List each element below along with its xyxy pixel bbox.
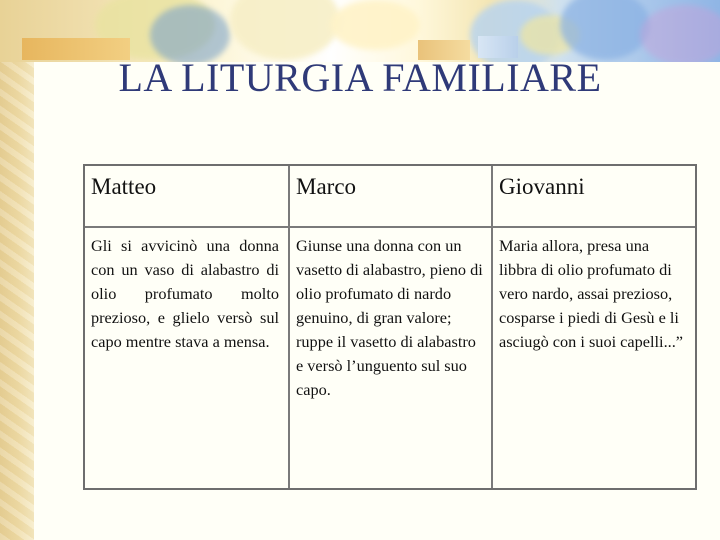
banner-flower-shape	[330, 0, 420, 50]
cell-marco-text: Giunse una donna con un vasetto di alabastro, pieno di olio profumato di nardo genuino, di gran valore; ruppe il vasetto di alabastro e versò l’unguento sul suo capo.	[296, 236, 483, 399]
slide-title: LA LITURGIA FAMILIARE	[118, 55, 602, 100]
cell-giovanni-text: Maria allora, presa una libbra di olio profumato di vero nardo, assai prezioso, cosparse i piedi di Gesù e li asciugò con i suoi capelli...”	[499, 236, 684, 351]
header-matteo: Matteo	[91, 174, 157, 199]
header-marco: Marco	[296, 174, 357, 199]
cell-matteo-text: Gli si avvicinò una donna con un vaso di alabastro di olio profumato molto prezioso, e glielo versò sul capo mentre stava a mensa.	[91, 236, 279, 351]
column-divider	[288, 166, 290, 488]
header-row-divider	[85, 226, 695, 228]
header-giovanni: Giovanni	[499, 174, 585, 199]
gospel-comparison-table	[83, 164, 697, 490]
banner-flower-shape	[230, 0, 340, 60]
banner-flower-shape	[560, 0, 650, 60]
column-divider	[491, 166, 493, 488]
